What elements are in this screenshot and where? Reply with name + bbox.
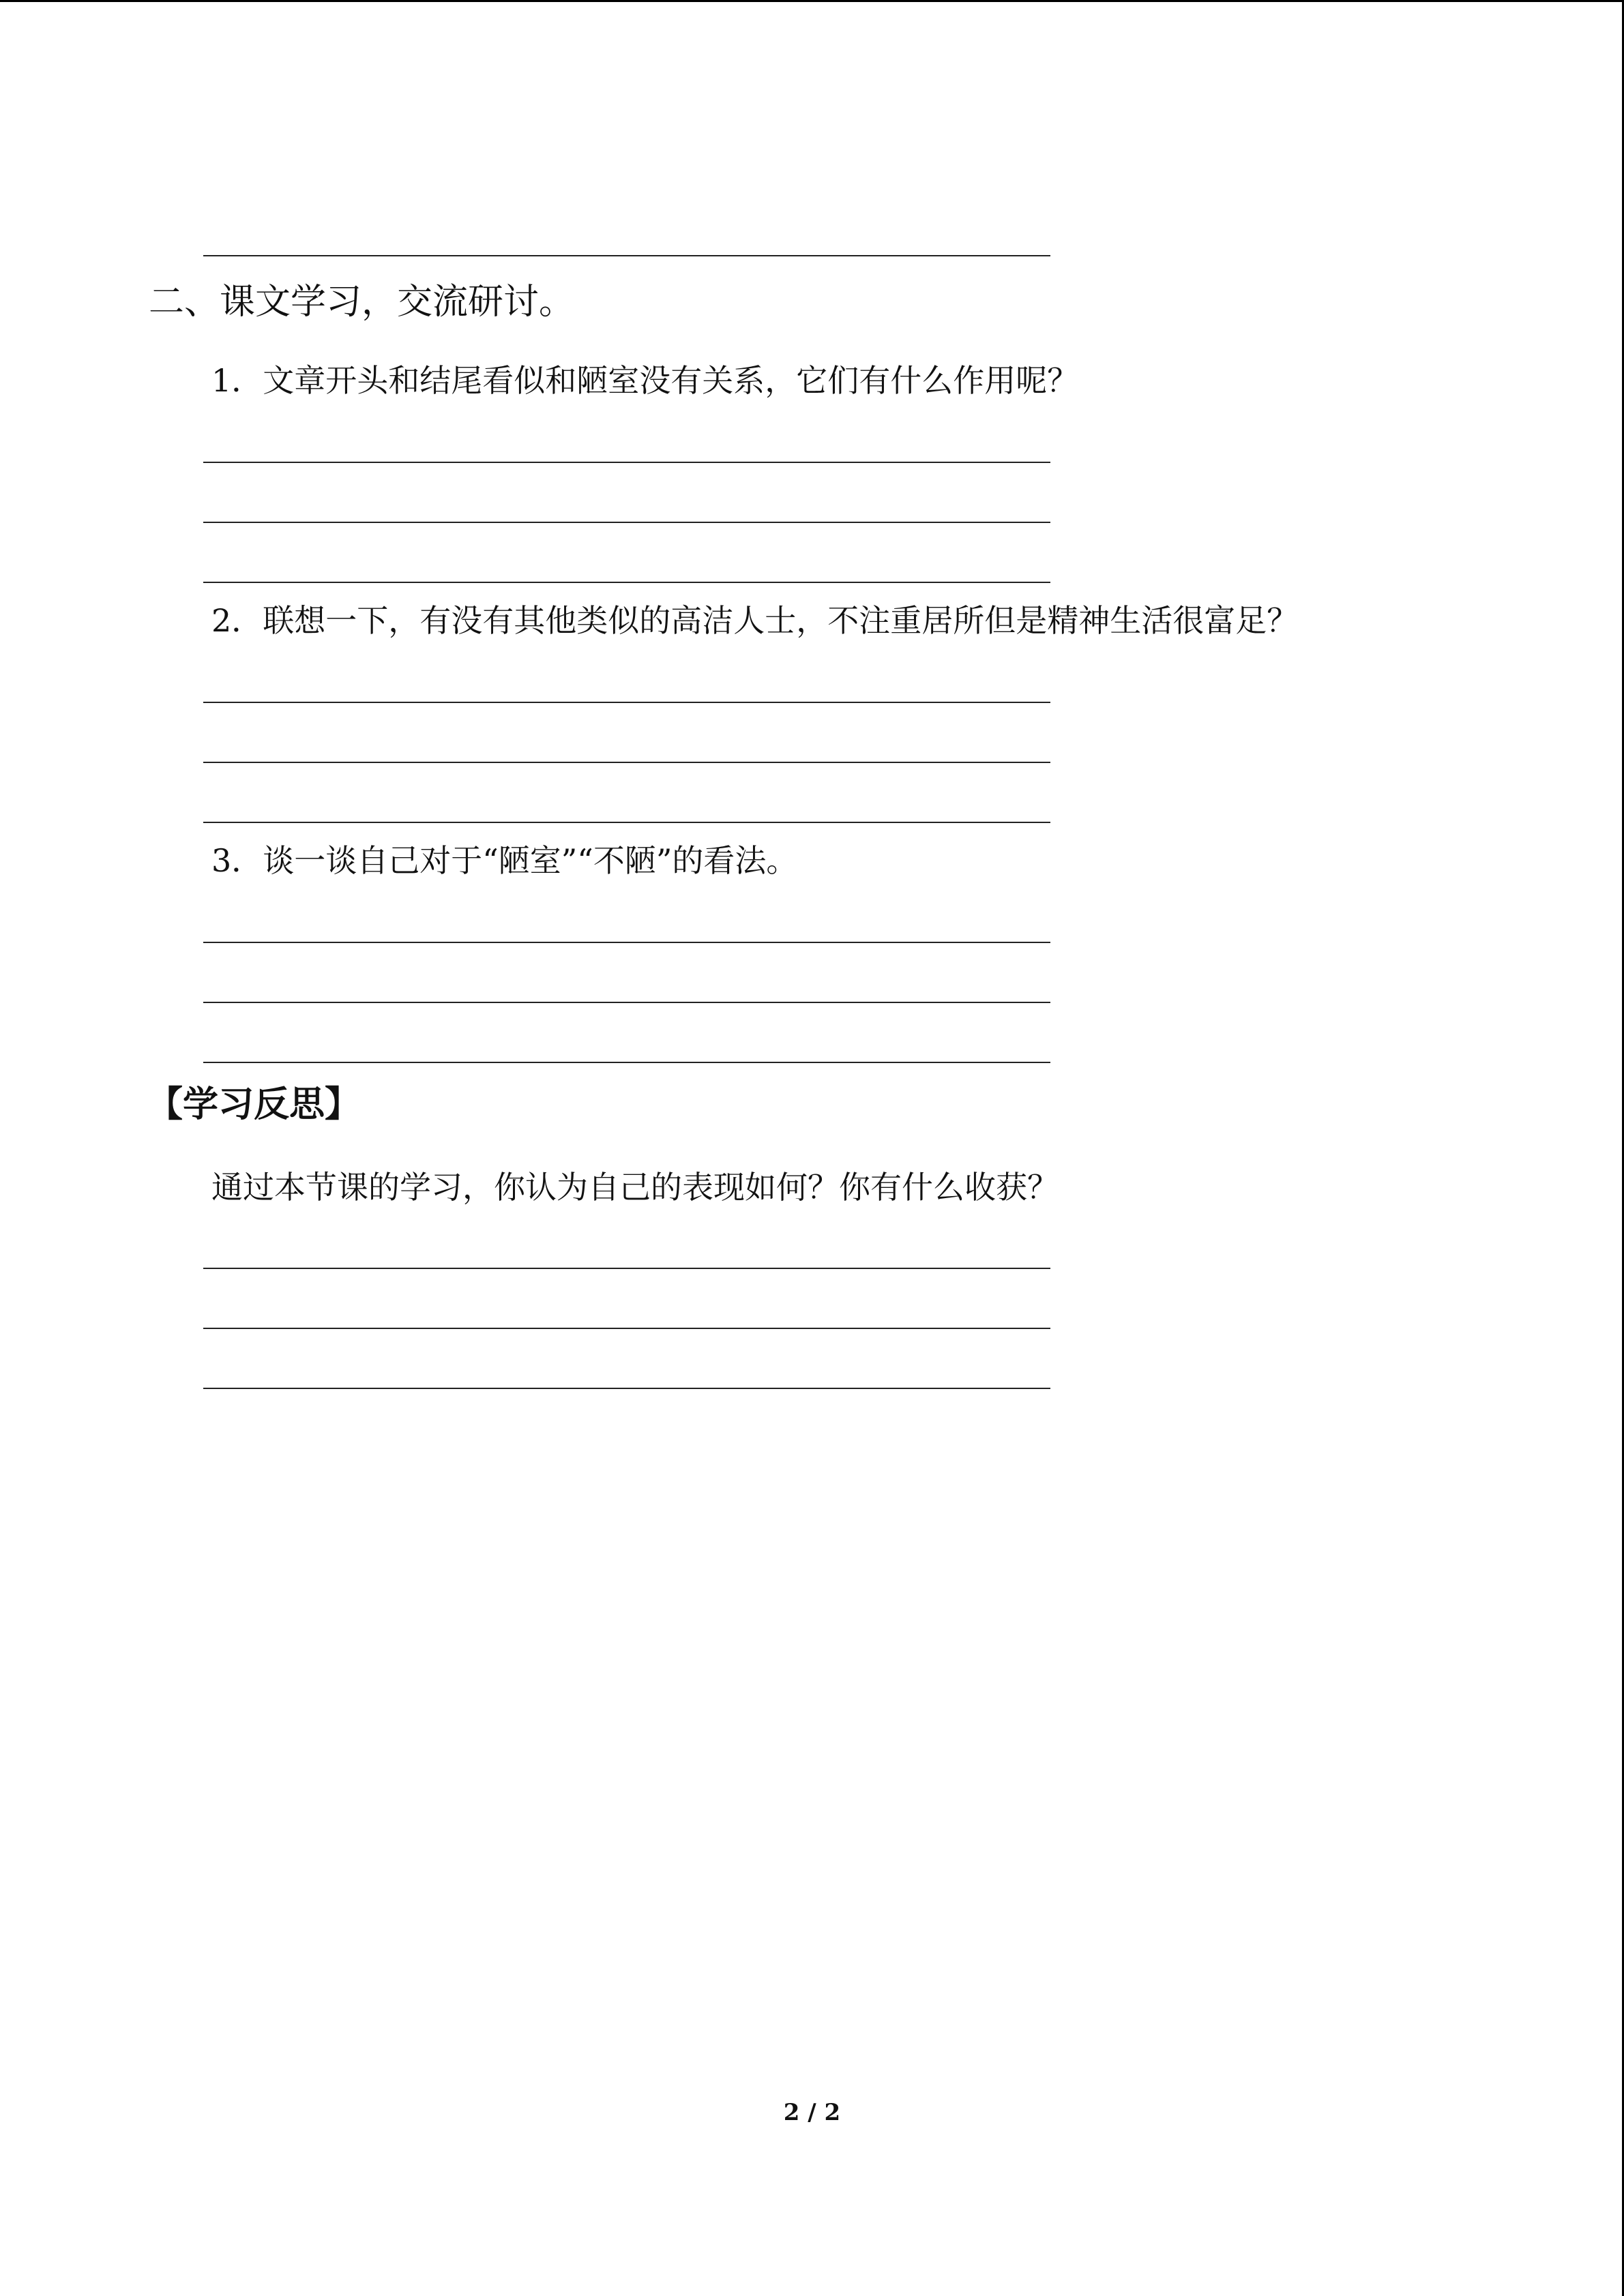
section-two-heading: 二、课文学习，交流研讨。 xyxy=(149,282,575,323)
answer-line-q3-3[interactable] xyxy=(203,1062,1050,1063)
page-number: 2 / 2 xyxy=(783,2099,841,2126)
answer-line-q2-1[interactable] xyxy=(203,702,1050,703)
answer-line-q2-3[interactable] xyxy=(203,822,1050,823)
answer-line-reflection-3[interactable] xyxy=(203,1388,1050,1389)
answer-line-reflection-1[interactable] xyxy=(203,1268,1050,1269)
answer-line-q1-1[interactable] xyxy=(203,462,1050,463)
answer-line-q3-2[interactable] xyxy=(203,1002,1050,1003)
reflection-prompt: 通过本节课的学习，你认为自己的表现如何？你有什么收获？ xyxy=(211,1169,1059,1206)
answer-line-q1-2[interactable] xyxy=(203,522,1050,523)
answer-line-q3-1[interactable] xyxy=(203,942,1050,943)
question-2: 2．联想一下，有没有其他类似的高洁人士，不注重居所但是精神生活很富足？ xyxy=(211,602,1299,639)
page-border-top xyxy=(0,0,1624,2)
reflection-heading: 【学习反思】 xyxy=(147,1084,361,1125)
answer-line-reflection-2[interactable] xyxy=(203,1328,1050,1329)
answer-line-q1-3[interactable] xyxy=(203,582,1050,583)
question-1: 1．文章开头和结尾看似和陋室没有关系，它们有什么作用呢？ xyxy=(211,362,1079,399)
answer-line-previous[interactable] xyxy=(203,255,1050,256)
question-3: 3．谈一谈自己对于“陋室”“不陋”的看法。 xyxy=(211,842,798,879)
answer-line-q2-2[interactable] xyxy=(203,762,1050,763)
